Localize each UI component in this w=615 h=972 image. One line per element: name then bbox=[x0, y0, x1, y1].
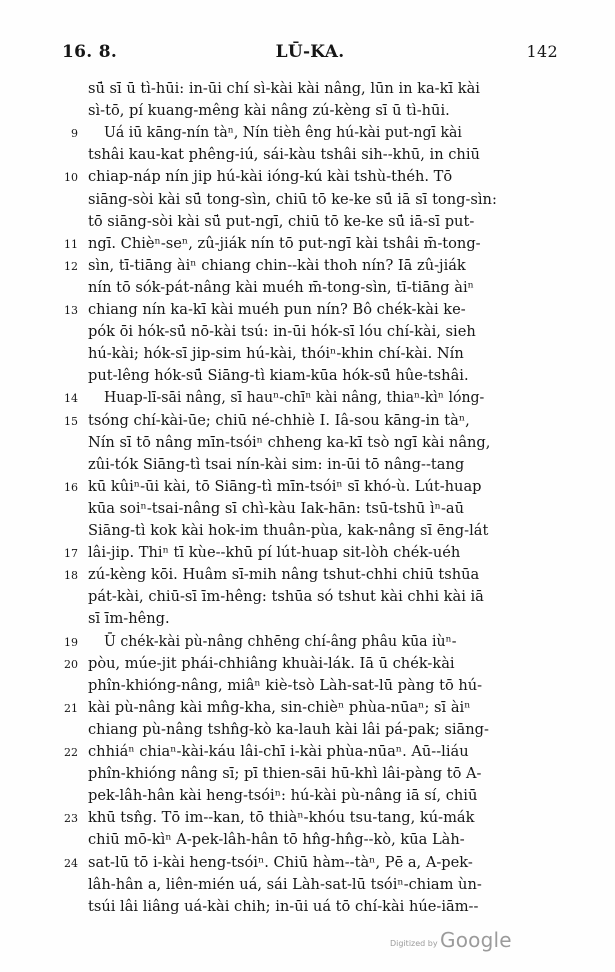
line-text: Huap-lī-sāi nâng, sī hauⁿ-chīⁿ kài nâng, thiaⁿ-kìⁿ lóng- bbox=[104, 389, 485, 407]
line-text: put-lêng hók-sū̍ Siāng-tì kiam-kūa hók-sū̍ hûe-tshâi. bbox=[88, 367, 469, 385]
verse-number: 16 bbox=[64, 480, 78, 494]
text-line bbox=[0, 564, 615, 586]
line-text: tsóng chí-kài-ūe; chiū né-chhiè I. Iâ-sou kāng-in tàⁿ, bbox=[88, 411, 470, 429]
line-text: chhiáⁿ chiaⁿ-kài-káu lâi-chī i-kài phùa-nūaⁿ. Aū--liáu bbox=[88, 743, 469, 760]
verse-number: 19 bbox=[64, 635, 78, 649]
text-line bbox=[0, 785, 615, 807]
verse-number: 24 bbox=[64, 856, 78, 870]
line-text: kū kûiⁿ-ūi kài, tō Siāng-tì mīn-tsóiⁿ sī khó-ù. Lút-huap bbox=[88, 477, 482, 495]
text-line bbox=[0, 387, 615, 409]
line-text: zûi-tók Siāng-tì tsai nín-kài sim: in-ūi tō nâng--tang bbox=[88, 455, 465, 473]
verse-number: 18 bbox=[64, 569, 78, 583]
verse-number: 17 bbox=[64, 547, 78, 561]
text-line bbox=[0, 653, 615, 675]
line-text: hú-kài; hók-sī jip-sim hú-kài, thóiⁿ-khin chí-kài. Nín bbox=[88, 345, 464, 363]
verse-number: 14 bbox=[64, 392, 78, 406]
line-text: lâh-hân a, liên-mién uá, sái Làh-sat-lū tsóiⁿ-chiam ùn- bbox=[88, 875, 482, 893]
line-text: Uá iū kāng-nín tàⁿ, Nín tièh êng hú-kài put-ngī kài bbox=[104, 124, 462, 142]
text-line bbox=[0, 299, 615, 321]
line-text: siāng-sòi kài sū̍ tong-sìn, chiū tō ke-ke sū̍ iā sī tong-sìn: bbox=[88, 190, 497, 208]
text-line bbox=[0, 829, 615, 851]
text-line bbox=[0, 233, 615, 255]
text-line bbox=[0, 321, 615, 343]
text-line bbox=[0, 631, 615, 653]
text-line bbox=[0, 78, 615, 100]
text-line bbox=[0, 255, 615, 277]
text-line bbox=[0, 542, 615, 564]
line-text: lâi-jip. Thiⁿ tī kùe--khū pí lút-huap sit-lòh chék-uéh bbox=[88, 544, 461, 562]
line-text: pòu, múe-jit phái-chhiâng khuài-lák. Iā ū chék-kài bbox=[88, 654, 455, 672]
text-line bbox=[0, 277, 615, 299]
text-line bbox=[0, 852, 615, 874]
line-text: sī īm-hêng. bbox=[88, 610, 170, 628]
line-text: pek-lâh-hân kài heng-tsóiⁿ: hú-kài pù-nâng iā sí, chiū bbox=[88, 787, 478, 805]
text-line bbox=[0, 608, 615, 630]
page-header bbox=[62, 42, 558, 66]
line-text: chiang pù-nâng tshn̂g-kò ka-lauh kài lâi pá-pak; siāng- bbox=[88, 720, 489, 738]
line-text: ngī. Chièⁿ-seⁿ, zû-jiák nín tō put-ngī kài tshâi m̄-tong- bbox=[88, 234, 481, 252]
text-line bbox=[0, 189, 615, 211]
line-text: phîn-khióng nâng sī; pī thien-sāi hū-khì lâi-pàng tō A- bbox=[88, 765, 482, 783]
page-number: 142 bbox=[526, 42, 558, 61]
line-text: Nín sī tō nâng mīn-tsóiⁿ chheng ka-kī tsò ngī kài nâng, bbox=[88, 433, 491, 451]
line-text: sū̍ sī ū tì-hūi: in-ūi chí sì-kài kài nâng, lūn in ka-kī kài bbox=[88, 80, 480, 97]
digitized-by-label: Digitized by bbox=[390, 939, 438, 948]
text-line bbox=[0, 100, 615, 122]
line-text: sat-lū tō i-kài heng-tsóiⁿ. Chiū hàm--tàⁿ, Pē a, A-pek- bbox=[88, 853, 473, 871]
text-line bbox=[0, 166, 615, 188]
line-text: chiang nín ka-kī kài muéh pun nín? Bô chék-kài ke- bbox=[88, 301, 466, 318]
text-line bbox=[0, 763, 615, 785]
line-text: Siāng-tì kok kài hok-im thuân-pùa, kak-nâng sī ēng-lát bbox=[88, 522, 489, 539]
verse-number: 9 bbox=[71, 127, 78, 141]
verse-number: 13 bbox=[64, 304, 78, 317]
text-line bbox=[0, 675, 615, 697]
text-line bbox=[0, 343, 615, 365]
line-text: phîn-khióng-nâng, miâⁿ kiè-tsò Làh-sat-lū pàng tō hú- bbox=[88, 676, 483, 694]
line-text: tsúi lâi liâng uá-kài chih; in-ūi uá tō chí-kài húe-iām-- bbox=[88, 897, 479, 915]
text-line bbox=[0, 741, 615, 763]
verse-number: 11 bbox=[64, 237, 78, 251]
digitization-watermark bbox=[370, 930, 530, 954]
text-line bbox=[0, 498, 615, 520]
text-line bbox=[0, 896, 615, 918]
verse-number: 12 bbox=[64, 259, 78, 273]
line-text: chiap-náp nín jip hú-kài ióng-kú kài tshù-théh. Tō bbox=[88, 168, 453, 186]
text-line bbox=[0, 520, 615, 542]
verse-number: 10 bbox=[64, 171, 78, 185]
text-line bbox=[0, 211, 615, 233]
line-text: kūa soiⁿ-tsai-nâng sī chì-kàu Iak-hān: tsū-tshū ìⁿ-aū bbox=[88, 499, 464, 517]
google-logo: Google bbox=[440, 928, 512, 952]
text-line bbox=[0, 454, 615, 476]
text-line bbox=[0, 807, 615, 829]
line-text: sì-tō, pí kuang-mêng kài nâng zú-kèng sī ū tì-hūi. bbox=[88, 102, 450, 120]
text-line bbox=[0, 144, 615, 166]
chapter-verse-marker: 16. 8. bbox=[62, 42, 118, 62]
text-line bbox=[0, 586, 615, 608]
line-text: kài pù-nâng kài mn̂g-kha, sin-chièⁿ phùa-nūaⁿ; sī àiⁿ bbox=[88, 698, 471, 716]
line-text: pók ōi hók-sū̍ nō-kài tsú: in-ūi hók-sī lóu chí-kài, sieh bbox=[88, 323, 476, 341]
verse-number: 22 bbox=[64, 746, 78, 759]
verse-number: 21 bbox=[64, 701, 78, 715]
line-text: khū tsn̂g. Tō im--kan, tō thiàⁿ-khóu tsu-tang, kú-mák bbox=[88, 809, 475, 827]
line-text: zú-kèng kōi. Huâm sī-mih nâng tshut-chhi chiū tshūa bbox=[88, 566, 480, 584]
text-line bbox=[0, 410, 615, 432]
line-text: pát-kài, chiū-sī īm-hêng: tshūa só tshut kài chhi kài iā bbox=[88, 588, 484, 606]
verse-number: 15 bbox=[64, 414, 78, 428]
line-text: tō siāng-sòi kài sū̍ put-ngī, chiū tō ke-ke sū̍ iā-sī put- bbox=[88, 212, 475, 230]
line-text: nín tō sók-pát-nâng kài muéh m̄-tong-sìn, tī-tiāng àiⁿ bbox=[88, 278, 474, 296]
verse-number: 20 bbox=[64, 657, 78, 671]
text-line bbox=[0, 476, 615, 498]
text-line bbox=[0, 432, 615, 454]
text-line bbox=[0, 365, 615, 387]
text-line bbox=[0, 697, 615, 719]
text-line bbox=[0, 122, 615, 144]
line-text: Ū chék-kài pù-nâng chhēng chí-âng phâu kūa iùⁿ- bbox=[104, 632, 457, 650]
verse-number: 23 bbox=[64, 812, 78, 826]
book-title: LŪ-KA. bbox=[275, 42, 345, 62]
line-text: tshâi kau-kat phêng-iú, sái-kàu tshâi sih--khū, in chiū bbox=[88, 146, 480, 164]
line-text: sìn, tī-tiāng àiⁿ chiang chin--kài thoh nín? Iā zû-jiák bbox=[88, 256, 466, 274]
text-line bbox=[0, 719, 615, 741]
text-line bbox=[0, 874, 615, 896]
line-text: chiū mō-kìⁿ A-pek-lâh-hân tō hn̂g-hn̂g--kò, kūa Làh- bbox=[88, 831, 465, 849]
